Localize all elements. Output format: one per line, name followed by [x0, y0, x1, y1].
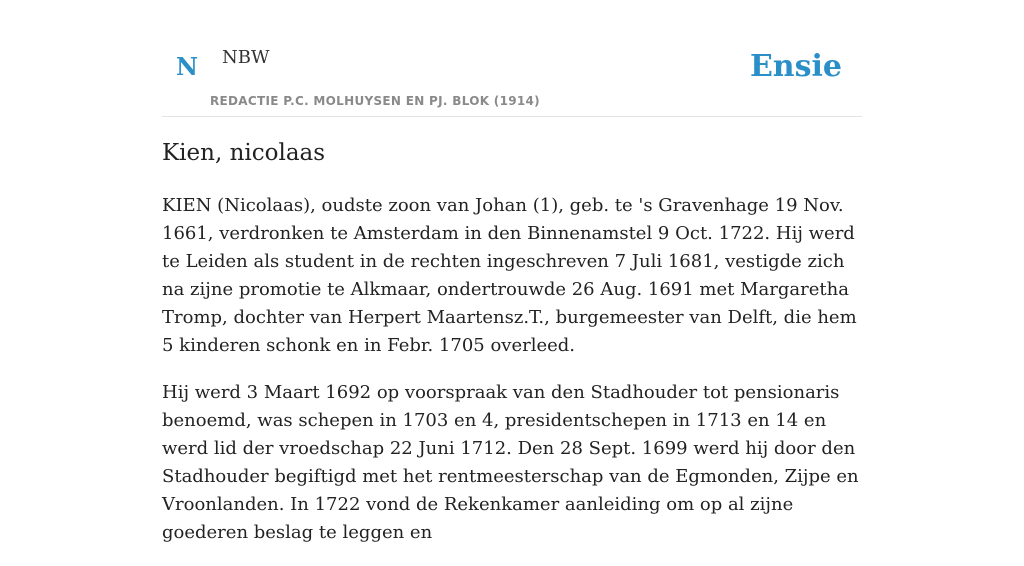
article-body [162, 192, 862, 566]
source-logo[interactable]: N [176, 52, 198, 81]
brand-logo[interactable]: Ensie [749, 49, 842, 84]
page-header [162, 0, 862, 117]
article-paragraph: KIEN (Nicolaas), oudste zoon van Johan (1), geb. te 's Gravenhage 19 Nov. 1661, verdronken te Amsterdam in den Binnenamstel 9 Oct. 1722. Hij werd te Leiden als student in de rechten ingeschreven 7 Juli 1681, vestigde zich na zijne promotie te Alkmaar, ondertrouwde 26 Aug. 1691 met Margaretha Tromp, dochter van Herpert Maartensz.T., burgemeester van Delft, die hem 5 kinderen schonk en in Febr. 1705 overleed. [162, 195, 857, 356]
source-subtitle: REDACTIE P.C. MOLHUYSEN EN PJ. BLOK (1914) [210, 94, 540, 108]
article-paragraph: Hij werd 3 Maart 1692 op voorspraak van den Stadhouder tot pensionaris benoemd, was schepen in 1703 en 4, presidentschepen in 1713 en 14 en werd lid der vroedschap 22 Juni 1712. Den 28 Sept. 1699 werd hij door den Stadhouder begiftigd met het rentmeesterschap van de Egmonden, Zijpe en Vroonlanden. In 1722 vond de Rekenkamer aanleiding om op al zijne goederen beslag te leggen en [162, 382, 859, 543]
source-name[interactable]: NBW [222, 47, 270, 68]
article-title: Kien, nicolaas [162, 140, 326, 166]
